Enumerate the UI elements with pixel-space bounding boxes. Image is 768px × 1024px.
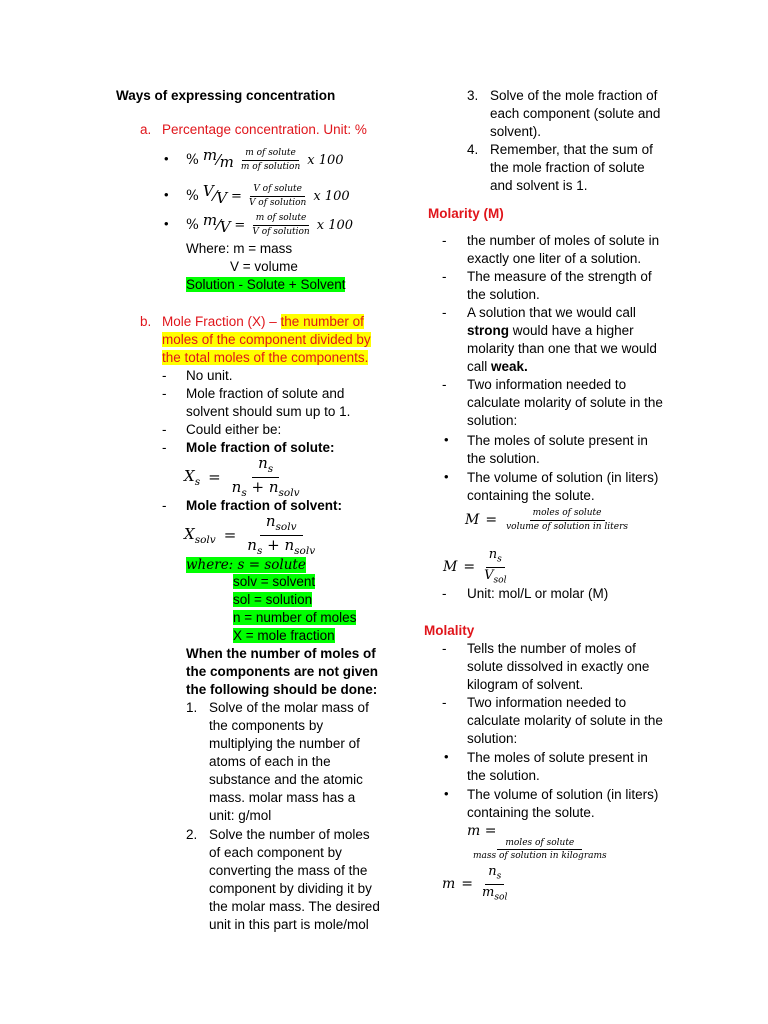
bullet-icon: • <box>444 469 449 484</box>
lhs-ratio: V⁄V <box>202 182 228 207</box>
solution-highlight: Solution - Solute + Solvent <box>186 277 346 292</box>
mole-fraction-solvent-formula <box>184 513 318 557</box>
numerator: $n_{solv}$ <box>260 513 303 535</box>
lhs: M <box>443 559 458 575</box>
fraction <box>503 508 631 532</box>
equals-sign: = <box>223 526 237 544</box>
step-number: 4. <box>467 142 479 157</box>
numerator: moles of solute <box>497 838 582 850</box>
weak-word: weak. <box>491 359 528 374</box>
fraction <box>229 455 303 498</box>
fraction <box>244 513 318 556</box>
lhs-top: m <box>202 146 218 164</box>
where-legend-line: X = mole fraction <box>233 628 335 643</box>
numerator: moles of solute <box>530 508 605 520</box>
fraction <box>238 148 303 172</box>
dash: - <box>162 498 167 513</box>
step-line: Remember, that the sum of <box>490 142 653 157</box>
molality-line: solute dissolved in exactly one <box>467 659 650 674</box>
equals-sign: = <box>461 876 474 892</box>
strong-word: strong <box>467 323 509 338</box>
step-line: substance and the atomic <box>209 772 363 787</box>
bullet-icon: • <box>444 749 449 764</box>
dash: – <box>265 314 281 329</box>
step-line: the mole fraction of solute <box>490 160 645 175</box>
where-volume: V = volume <box>230 259 298 274</box>
molality-line: containing the solute. <box>467 805 595 820</box>
molality-line: calculate molarity of solute in the <box>467 713 663 728</box>
where-legend-line: solv = solvent <box>233 574 316 589</box>
molarity-line: A solution that we would call <box>467 305 636 320</box>
dash: - <box>442 695 447 710</box>
denominator: V of solution <box>248 197 307 208</box>
page-title: Ways of expressing concentration <box>116 88 336 103</box>
step-line: component by dividing it by <box>209 881 372 896</box>
percent-volume-formula <box>186 180 350 212</box>
molality-line: solution: <box>467 731 518 746</box>
molality-line: Two information needed to <box>467 695 627 710</box>
times-100: x 100 <box>313 188 350 204</box>
note-line: the following should be done: <box>186 682 378 697</box>
step-line: Solve of the mole fraction of <box>490 88 658 103</box>
molarity-line: The volume of solution (in liters) <box>467 470 659 485</box>
definition-line: the total moles of the components. <box>162 350 369 365</box>
fraction <box>246 184 309 208</box>
molarity-line: would have a higher <box>509 323 634 338</box>
step-line: and solvent is 1. <box>490 178 588 193</box>
numerator: $n_s$ <box>485 865 504 884</box>
molality-heading: Molality <box>424 623 475 638</box>
dash: - <box>442 269 447 284</box>
step-line: Solve the number of moles <box>209 827 370 842</box>
solute-label: Mole fraction of solute: <box>186 440 335 455</box>
step-number: 3. <box>467 88 479 103</box>
section-b-heading: Mole Fraction (X) <box>162 314 266 329</box>
molarity-line: call <box>467 359 492 374</box>
lhs-bottom: V <box>219 218 231 236</box>
lhs-top: m <box>202 211 218 229</box>
solvent-label: Mole fraction of solvent: <box>186 498 343 513</box>
bullet-icon: • <box>444 786 449 801</box>
bullet-icon: • <box>164 151 169 166</box>
list-item: Could either be: <box>186 422 282 437</box>
molarity-line: solution: <box>467 413 518 428</box>
bullet-icon: • <box>164 216 169 231</box>
step-line: unit: g/mol <box>209 808 272 823</box>
where-legend-line: n = number of moles <box>233 610 357 625</box>
note-line: When the number of moles of <box>186 646 376 661</box>
molarity-line: The moles of solute present in <box>467 433 648 448</box>
dash: - <box>162 368 167 383</box>
mole-fraction-solute-formula <box>184 455 303 499</box>
molarity-line: Two information needed to <box>467 377 627 392</box>
lhs-bottom: m <box>219 153 234 171</box>
dash: - <box>442 305 447 320</box>
step-line: of each component by <box>209 845 342 860</box>
section-b-marker: b. <box>140 314 152 329</box>
lhs-bottom: V <box>216 189 228 207</box>
denominator: $n_s + n_{solv}$ <box>231 477 300 499</box>
molality-line: Tells the number of moles of <box>467 641 636 656</box>
denominator: V of solution <box>252 226 310 237</box>
fraction <box>481 548 509 585</box>
lhs: m <box>442 876 456 892</box>
section-a-marker: a. <box>140 122 152 137</box>
molality-formula-lhs: m = <box>467 823 497 839</box>
molarity-line: The measure of the strength of <box>467 269 652 284</box>
denominator: m of solution <box>240 161 301 172</box>
lhs-top: V <box>202 182 214 200</box>
numerator: $n_s$ <box>486 548 505 567</box>
bullet-icon: • <box>164 187 169 202</box>
step-line: Solve of the molar mass of <box>209 700 369 715</box>
step-number: 1. <box>186 700 198 715</box>
fraction <box>249 213 312 237</box>
step-line: each component (solute and <box>490 106 661 121</box>
fraction <box>470 838 610 862</box>
note-line: the components are not given <box>186 664 379 679</box>
dash: - <box>442 233 447 248</box>
molality-line: kilogram of solvent. <box>467 677 584 692</box>
equals-sign: = <box>463 559 476 575</box>
where-legend-line: where: s = solute <box>186 557 306 573</box>
lhs: M <box>465 512 480 528</box>
percent-mass-formula <box>186 144 344 176</box>
step-line: atoms of each in the <box>209 754 331 769</box>
lhs-ratio: m⁄V <box>202 211 231 236</box>
equals-sign: = <box>234 217 246 233</box>
times-100: x 100 <box>316 217 354 233</box>
dash: - <box>162 440 167 455</box>
percent-sign: % <box>186 188 199 204</box>
molarity-formula-symbols <box>443 547 510 587</box>
denominator: $V_{sol}$ <box>484 567 507 586</box>
molarity-line: exactly one liter of a solution. <box>467 251 642 266</box>
step-line: the components by <box>209 718 324 733</box>
section-a-heading: Percentage concentration. Unit: % <box>162 122 367 137</box>
where-mass: Where: m = mass <box>186 241 293 256</box>
molality-line: The moles of solute present in <box>467 750 648 765</box>
equals-sign: = <box>208 468 221 486</box>
denominator: $m_{sol}$ <box>482 884 508 903</box>
denominator: mass of solution in kilograms <box>473 851 607 862</box>
list-item: Mole fraction of solute and <box>186 386 345 401</box>
dash: - <box>442 586 447 601</box>
percent-sign: % <box>186 217 199 233</box>
numerator: $n_s$ <box>252 455 279 477</box>
molality-line: the solution. <box>467 768 540 783</box>
molarity-line: the solution. <box>467 451 540 466</box>
percent-mass-volume-formula <box>186 209 353 241</box>
molarity-line: calculate molarity of solute in the <box>467 395 663 410</box>
definition-line: moles of the component divided by <box>162 332 371 347</box>
molality-formula-symbols <box>442 864 510 904</box>
step-number: 2. <box>186 827 198 842</box>
dash: - <box>162 386 167 401</box>
equals-sign: = <box>485 512 498 528</box>
definition-line: the number of <box>280 314 364 329</box>
step-line: mass. molar mass has a <box>209 790 356 805</box>
lhs: $X_s$ <box>184 466 201 488</box>
bullet-icon: • <box>444 432 449 447</box>
molality-formula-words <box>470 838 610 862</box>
dash: - <box>442 377 447 392</box>
step-line: converting the mass of the <box>209 863 368 878</box>
lhs-ratio: m⁄m <box>202 146 234 171</box>
step-line: unit in this part is mole/mol <box>209 917 369 932</box>
denominator: $n_s + n_{solv}$ <box>247 535 316 557</box>
molarity-heading: Molarity (M) <box>428 206 504 221</box>
numerator: V of solute <box>250 184 305 196</box>
dash: - <box>162 422 167 437</box>
step-line: solvent). <box>490 124 542 139</box>
molality-line: The volume of solution (in liters) <box>467 787 659 802</box>
molarity-unit: Unit: mol/L or molar (M) <box>467 586 609 601</box>
times-100: x 100 <box>307 152 344 168</box>
molarity-line: the solution. <box>467 287 540 302</box>
where-legend-line: sol = solution <box>233 592 313 607</box>
numerator: m of solute <box>242 148 299 160</box>
fraction <box>479 865 510 902</box>
list-item: No unit. <box>186 368 233 383</box>
lhs: $X_{solv}$ <box>184 524 216 546</box>
denominator: volume of solution in liters <box>506 521 629 532</box>
numerator: m of solute <box>253 213 310 225</box>
list-item: solvent should sum up to 1. <box>186 404 351 419</box>
dash: - <box>442 641 447 656</box>
step-line: multiplying the number of <box>209 736 360 751</box>
percent-sign: % <box>186 152 199 168</box>
molarity-line: molarity than one that we would <box>467 341 657 356</box>
equals-sign: = <box>231 188 242 204</box>
molarity-line: the number of moles of solute in <box>467 233 660 248</box>
step-line: the molar mass. The desired <box>209 899 380 914</box>
molarity-line: containing the solute. <box>467 488 595 503</box>
molarity-formula-words <box>465 503 631 537</box>
